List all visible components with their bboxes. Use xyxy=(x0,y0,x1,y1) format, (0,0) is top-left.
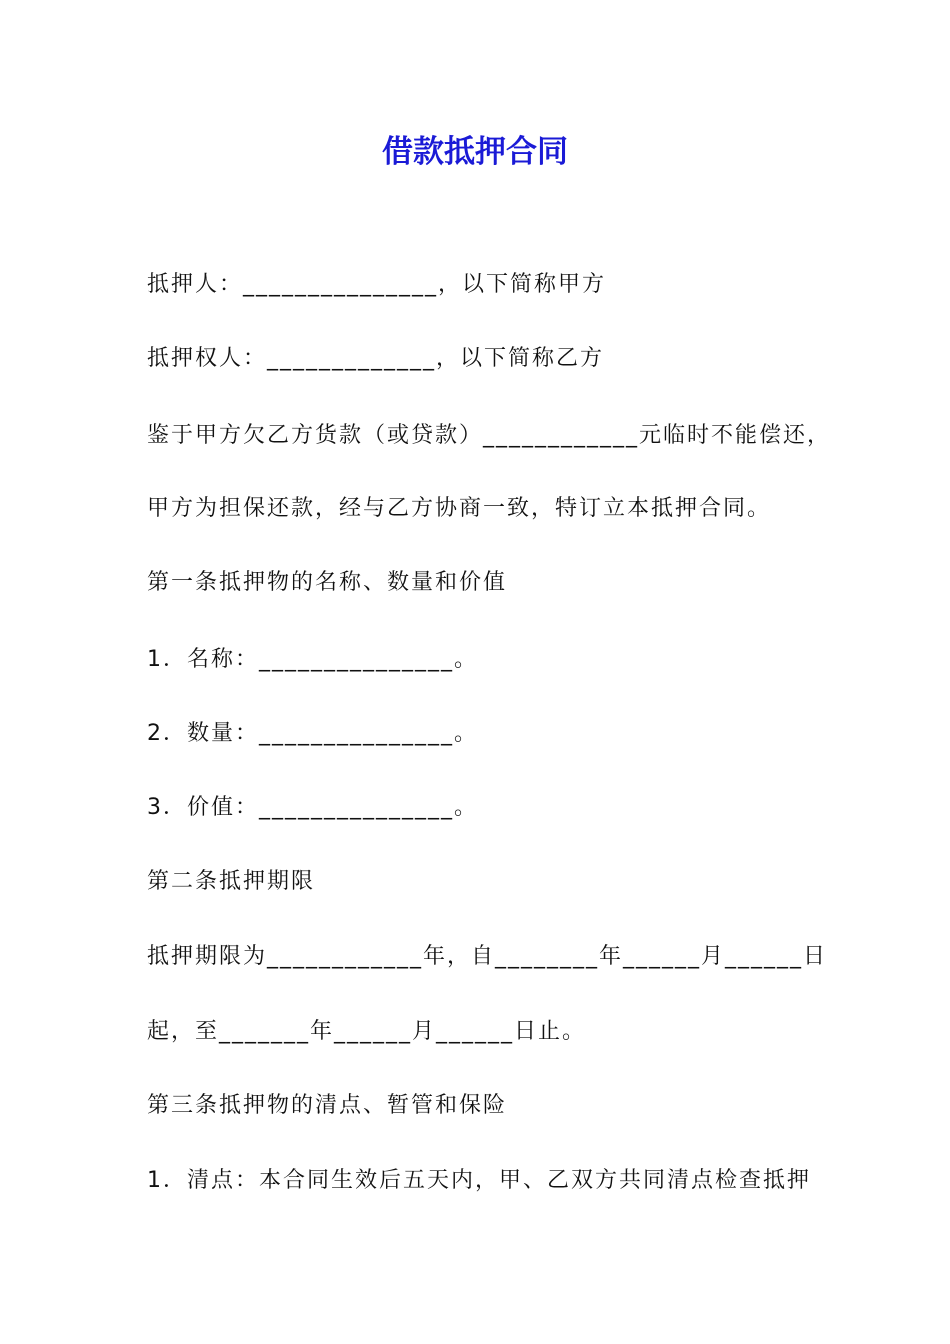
article-3-heading: 第三条抵押物的清点、暂管和保险 xyxy=(147,1093,508,1118)
term-line-1: 抵押期限为____________年，自________年______月______日 xyxy=(147,944,828,969)
document-title: 借款抵押合同 xyxy=(382,134,568,170)
recital-line-1: 鉴于甲方欠乙方货款（或贷款）____________元临时不能偿还， xyxy=(147,423,832,448)
article-1-item-quantity: 2．数量：_______________。 xyxy=(147,721,478,746)
mortgagor-line: 抵押人：_______________，以下简称甲方 xyxy=(147,272,607,297)
article-3-item-inventory: 1．清点：本合同生效后五天内，甲、乙双方共同清点检查抵押 xyxy=(147,1168,811,1193)
article-1-heading: 第一条抵押物的名称、数量和价值 xyxy=(147,570,508,595)
mortgagee-line: 抵押权人：_____________，以下简称乙方 xyxy=(147,346,605,371)
article-2-heading: 第二条抵押期限 xyxy=(147,869,316,894)
article-1-item-value: 3．价值：_______________。 xyxy=(147,795,478,820)
recital-line-2: 甲方为担保还款，经与乙方协商一致，特订立本抵押合同。 xyxy=(147,496,772,521)
term-line-2: 起，至_______年______月______日止。 xyxy=(147,1019,587,1044)
article-1-item-name: 1．名称：_______________。 xyxy=(147,647,478,672)
